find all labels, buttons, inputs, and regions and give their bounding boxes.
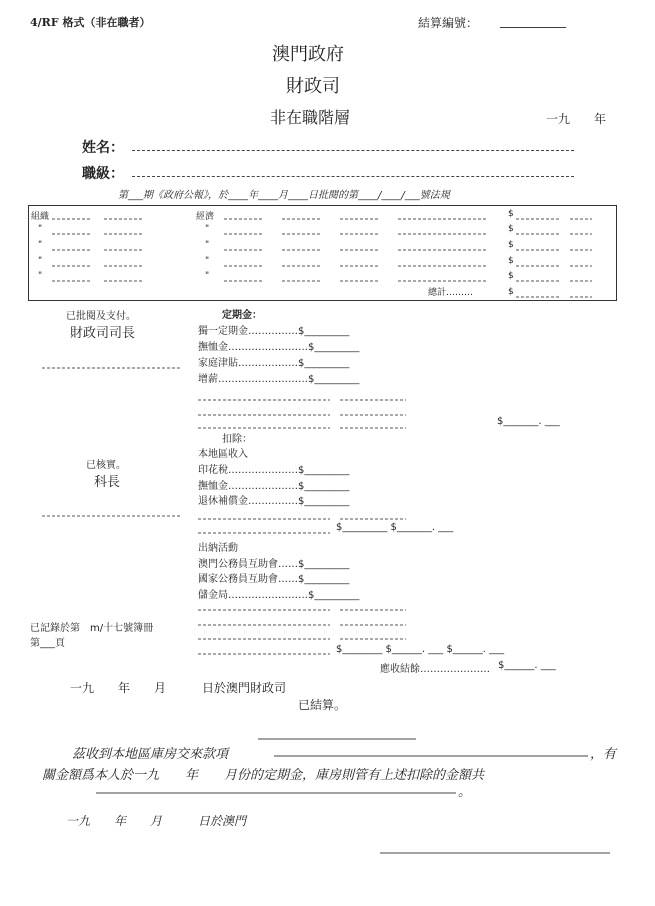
pension-item: 撫恤金……………………$_________ — [198, 342, 360, 353]
dollar-sign: $ — [508, 271, 514, 281]
local-item: 印花稅…………………$_________ — [198, 465, 350, 476]
year-label: 一九 年 — [546, 112, 607, 126]
outflow-item: 儲金局……………………$_________ — [198, 590, 360, 601]
balance-label: 應收結餘………………… — [380, 664, 490, 675]
local-total: $_________ $_______. ___ — [336, 522, 454, 533]
form-code: 4/RF 格式（非在職者） — [30, 16, 151, 29]
rank-label: 職級： — [82, 166, 124, 182]
pension-item: 家庭津貼………………$_________ — [198, 358, 350, 369]
settlement-number-label: 結算編號： — [418, 16, 479, 30]
ditto-mark: " — [38, 256, 43, 266]
verified-label: 已核實。 — [86, 460, 126, 471]
name-label: 姓名： — [82, 140, 124, 156]
org-label: 組織 — [31, 212, 50, 222]
dollar-sign: $ — [508, 256, 514, 266]
receipt-line-1: 茲收到本地區庫房交來款項 — [72, 747, 229, 762]
ditto-mark: " — [38, 240, 43, 250]
econ-label: 經濟 — [196, 212, 215, 222]
balance-amount: $______. ___ — [498, 660, 556, 671]
dollar-sign: $ — [508, 240, 514, 250]
recorded-in-label: 已記錄於第 m/十七號簿冊 — [30, 623, 154, 634]
pension-title: 定期金： — [222, 310, 262, 321]
deductions-title: 扣除： — [222, 434, 252, 445]
local-income-label: 本地區收入 — [198, 449, 248, 460]
dollar-sign: $ — [508, 287, 514, 297]
government-title: 澳門政府 — [272, 44, 344, 65]
section-head-title: 科長 — [94, 475, 121, 490]
ditto-mark: " — [38, 271, 43, 281]
settled-label: 已結算。 — [298, 698, 347, 712]
category-title: 非在職階層 — [270, 108, 351, 127]
receipt-line-2: 關金額爲本人於一九 年 月份的定期金，庫房則管有上述扣除的金額共 — [42, 768, 485, 783]
place-date-line: 一九 年 月 日於澳門 — [66, 814, 247, 828]
ditto-mark: " — [205, 256, 210, 266]
local-item: 撫恤金…………………$_________ — [198, 481, 350, 492]
approved-paid-label: 已批閱及支付。 — [66, 311, 136, 322]
legal-basis: 第___期《政府公報》，於____年____月____日批閱的第____/____/___號法規 — [118, 190, 450, 201]
director-title: 財政司司長 — [70, 326, 136, 341]
outflow-total: $________ $______. ___ $______. ___ — [336, 644, 505, 655]
page-label: 第___頁 — [30, 638, 65, 649]
total-label: 總計……… — [428, 288, 474, 298]
outflow-label: 出納活動 — [198, 543, 238, 554]
dollar-sign: $ — [508, 224, 514, 234]
outflow-item: 澳門公務員互助會……$_________ — [198, 559, 350, 570]
ditto-mark: " — [205, 240, 210, 250]
pension-subtotal: $_______. ___ — [497, 416, 560, 427]
ditto-mark: " — [205, 271, 210, 281]
receipt-line-2-end: 。 — [458, 785, 472, 800]
pension-item: 獨一定期金……………$_________ — [198, 326, 350, 337]
ditto-mark: " — [205, 224, 210, 234]
outflow-item: 國家公務員互助會……$_________ — [198, 574, 350, 585]
settlement-number-blank: ___________ — [500, 14, 566, 28]
local-item: 退休補償金……………$_________ — [198, 496, 350, 507]
receipt-line-1-end: ，有 — [590, 747, 617, 762]
ditto-mark: " — [38, 224, 43, 234]
dollar-sign: $ — [508, 209, 514, 219]
department-title: 財政司 — [286, 76, 340, 97]
closing-date-line: 一九 年 月 日於澳門財政司 — [70, 681, 287, 695]
pension-item: 增薪………………………$_________ — [198, 374, 360, 385]
